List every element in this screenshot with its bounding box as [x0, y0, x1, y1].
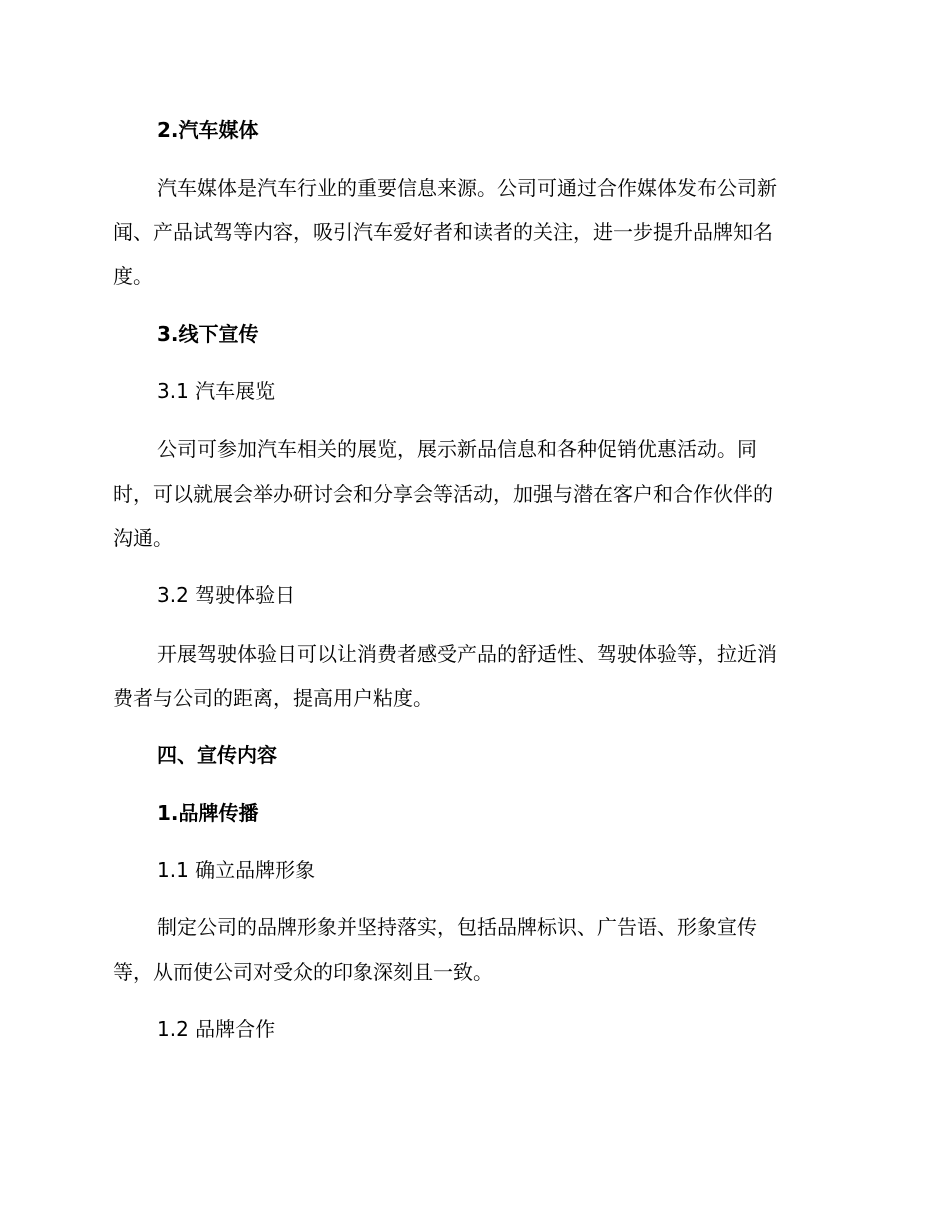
paragraph-line: 开展驾驶体验日可以让消费者感受产品的舒适性、驾驶体验等，拉近消: [157, 642, 777, 666]
paragraph-line: 费者与公司的距离，提高用户粘度。: [113, 686, 433, 710]
paragraph-line: 公司可参加汽车相关的展览，展示新品信息和各种促销优惠活动。同: [157, 437, 757, 461]
paragraph-line: 等，从而使公司对受众的印象深刻且一致。: [113, 960, 493, 984]
paragraph-line: 时，可以就展会举办研讨会和分享会等活动，加强与潜在客户和合作伙伴的: [113, 482, 773, 506]
section-heading-offline-promotion: 3.线下宣传: [157, 322, 259, 346]
subsection-heading-brand-cooperation: 1.2 品牌合作: [157, 1017, 276, 1041]
paragraph-line: 汽车媒体是汽车行业的重要信息来源。公司可通过合作媒体发布公司新: [157, 176, 777, 200]
section-heading-brand-communication: 1.品牌传播: [157, 801, 259, 825]
subsection-heading-auto-expo: 3.1 汽车展览: [157, 379, 276, 403]
section-heading-auto-media: 2.汽车媒体: [157, 118, 259, 142]
paragraph-line: 沟通。: [113, 526, 173, 550]
subsection-heading-driving-day: 3.2 驾驶体验日: [157, 583, 296, 607]
subsection-heading-brand-image: 1.1 确立品牌形象: [157, 858, 316, 882]
paragraph-line: 制定公司的品牌形象并坚持落实，包括品牌标识、广告语、形象宣传: [157, 915, 757, 939]
paragraph-line: 度。: [113, 264, 153, 288]
paragraph-line: 闻、产品试驾等内容，吸引汽车爱好者和读者的关注，进一步提升品牌知名: [113, 220, 773, 244]
chapter-heading-promotion-content: 四、宣传内容: [157, 743, 277, 767]
